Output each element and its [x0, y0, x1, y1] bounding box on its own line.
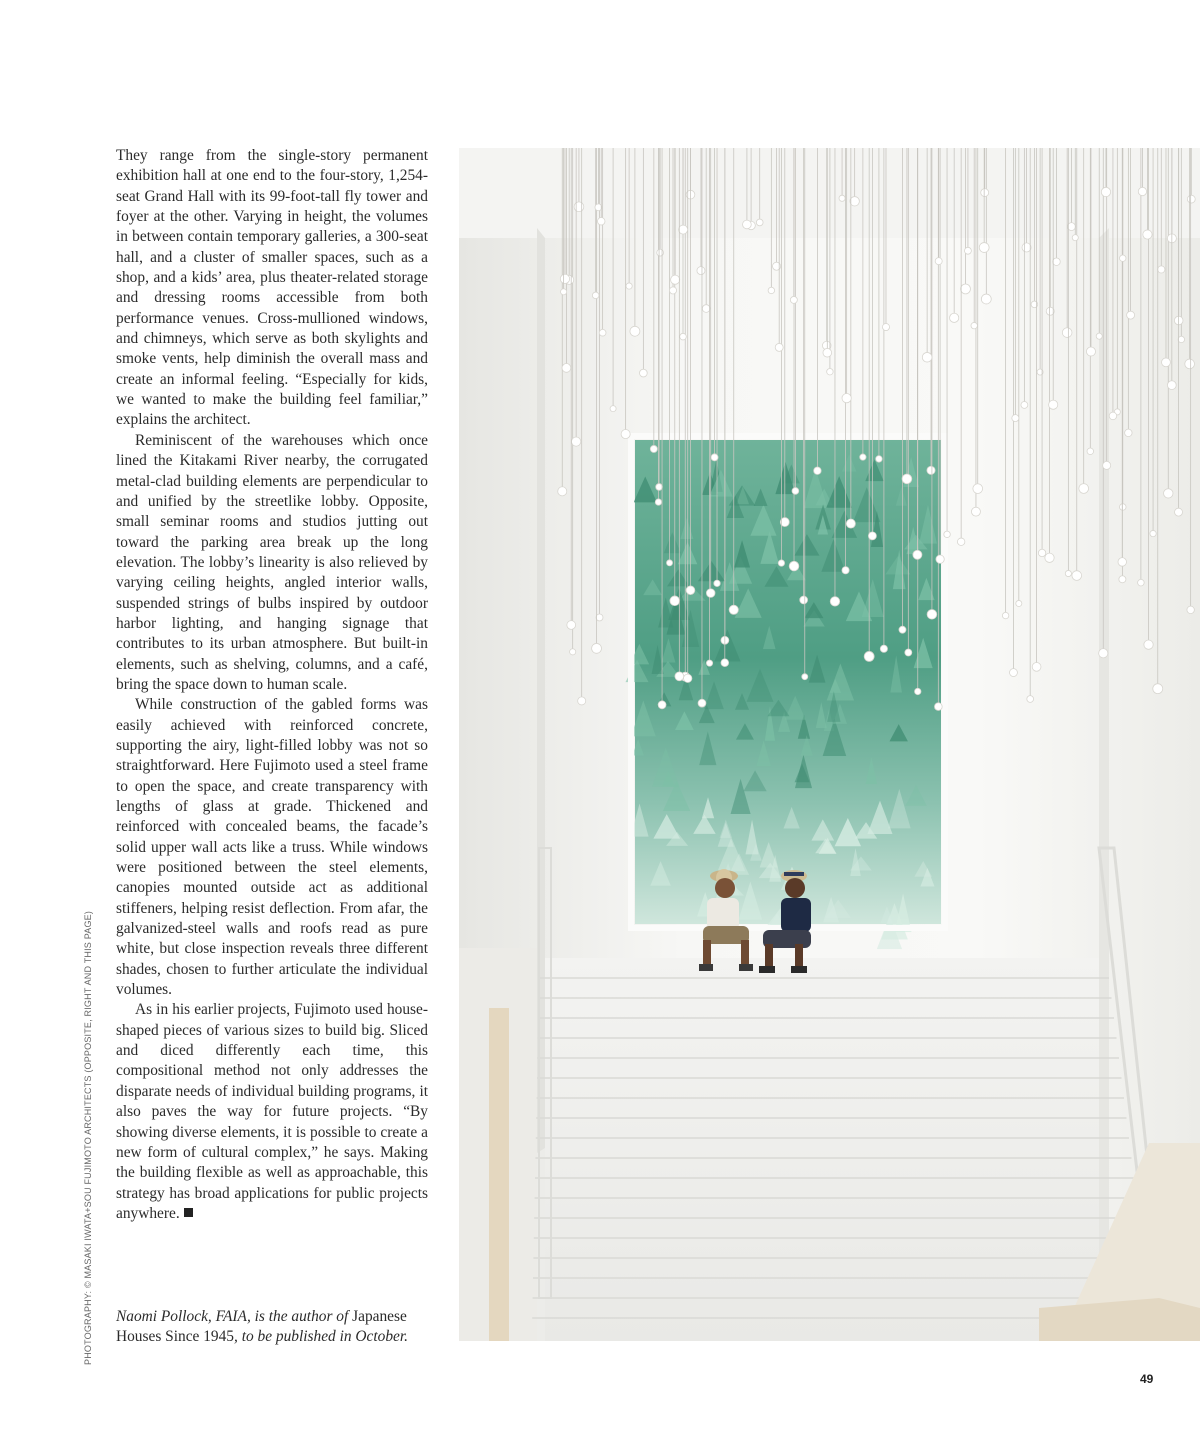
end-mark-icon: [184, 1208, 193, 1217]
lobby-photograph: [459, 148, 1200, 1341]
bio-lead: Naomi Pollock, FAIA, is the author of: [116, 1308, 349, 1325]
article-paragraph: Reminiscent of the warehouses which once lined the Kitakami River nearby, the corrugated metal-clad building elements are perpendicular to and unified by the streetlike lobby. Opposite, small seminar rooms and studios jutting out toward the parking area break up the long elevation. The lobby’s linearity is also relieved by varying ceiling heights, angled interior walls, suspended strings of bulbs inspired by outdoor harbor lighting, and hanging signage that contributes to its urban atmosphere. But built-in elements, such as shelving, columns, and a café, bring the space down to human scale.: [116, 431, 428, 693]
lobby-photo-illustration: [459, 148, 1200, 1341]
photo-credit: PHOTOGRAPHY: © MASAKI IWATA+SOU FUJIMOTO ARCHITECTS (OPPOSITE, RIGHT AND THIS PAGE): [83, 910, 93, 1365]
bio-tail: , to be published in October.: [234, 1328, 408, 1346]
article-paragraph: While construction of the gabled forms was easily achieved with reinforced concrete, supporting the airy, light-filled lobby was not so straightforward. Here Fujimoto used a steel frame to open the space, and create transparency with lengths of glass at grade. Thickened and reinforced with concealed beams, the facade’s solid upper wall acts like a truss. While windows were positioned between the steel elements, canopies mounted outside act as additional stiffeners, helping resist deflection. From afar, the galvanized-steel walls and roofs read as pure white, but close inspection reveals three different shades, chosen to further articulate the individual volumes.: [116, 696, 428, 999]
article-paragraph-text: As in his earlier projects, Fujimoto used house-shaped pieces of various sizes to build big. Sliced and diced differently each time, this compositional method not only addresses the disparate needs of individual building programs, it also paves the way for future projects. “By showing diverse elements, it is possible to create a new form of cultural complex,” he says. Making the building flexible as well as approachable, this strategy has broad applications for public projects anywhere.: [116, 1001, 428, 1222]
article-paragraph: They range from the single-story permanent exhibition hall at one end to the four-story, 1,254-seat Grand Hall with its 99-foot-tall fly tower and foyer at the other. Varying in height, the volumes in between contain temporary galleries, a 300-seat hall, and a cluster of smaller spaces, such as a shop, and a kids’ area, plus theater-related storage and dressing rooms accessible from both performance venues. Cross-mullioned windows, and chimneys, which serve as both skylights and smoke vents, help diminish the overall mass and create an informal feeling. “Especially for kids, we wanted to make the building feel familiar,” explains the architect.: [116, 147, 428, 429]
page-number: 49: [1140, 1372, 1154, 1386]
staircase: [545, 958, 1099, 1341]
bio-book-title: Japanese Houses Since 1945: [116, 1308, 407, 1346]
author-bio: [116, 1307, 428, 1348]
article-paragraph-last: [116, 1000, 428, 1224]
article-body: [116, 146, 428, 1224]
